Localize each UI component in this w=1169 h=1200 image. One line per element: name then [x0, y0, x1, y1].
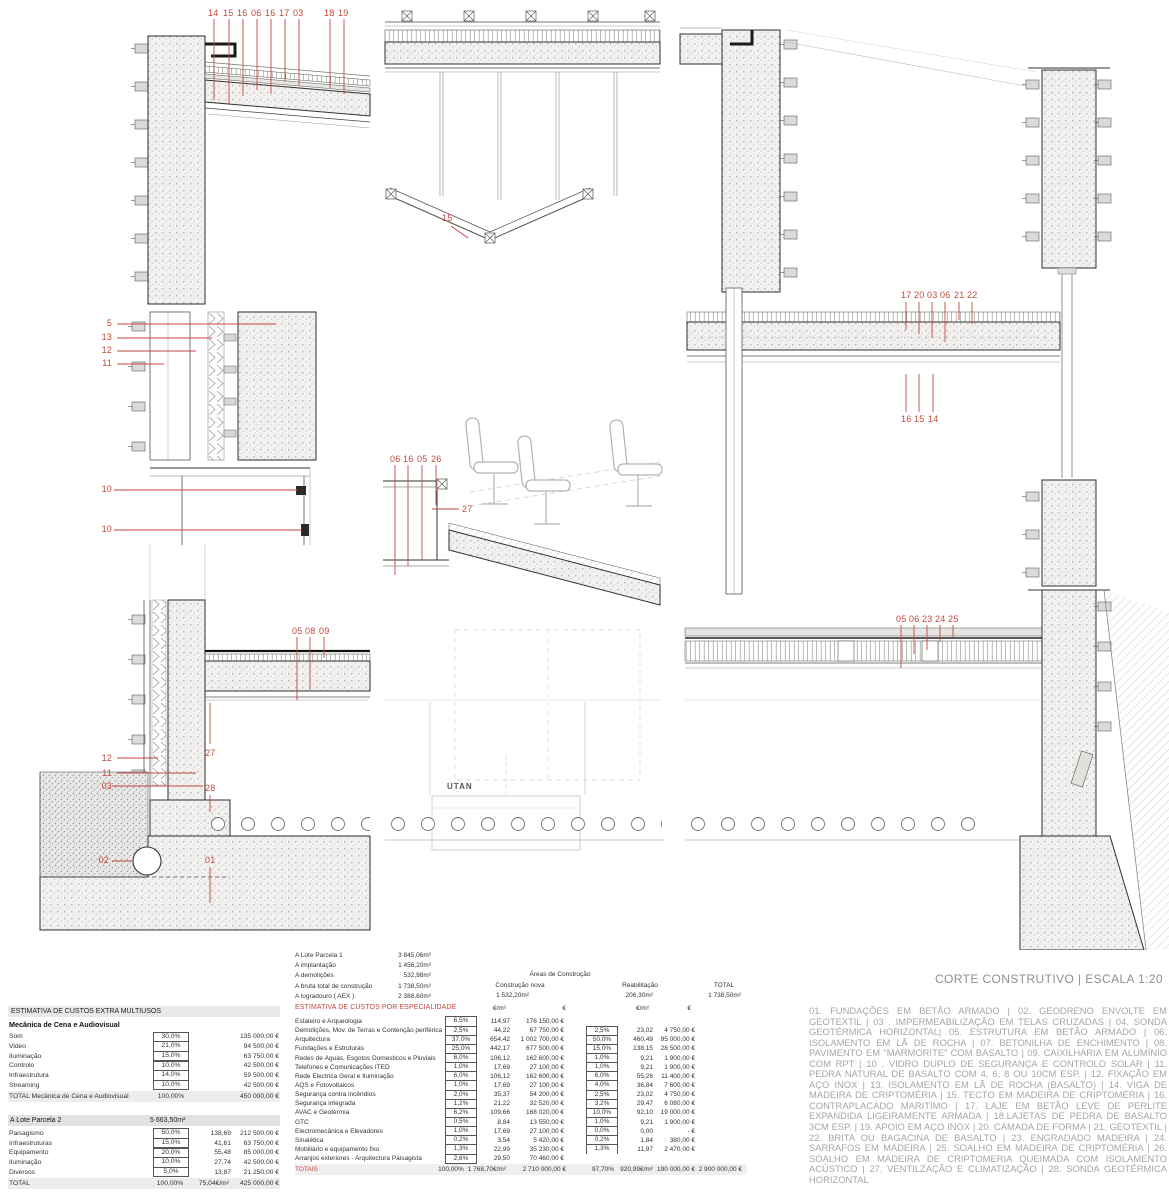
table-row: Diversos 5,0% 13,87 21 250,00 € — [9, 1168, 279, 1176]
auditorium-chairs — [465, 417, 662, 524]
detail-terrace-slab — [687, 288, 1060, 594]
callout-floor-06: 06 — [909, 614, 920, 624]
areas-header-block — [295, 950, 747, 1003]
unit-eur-2: € — [687, 1005, 691, 1012]
table-row: Iluminação 10,0% 27,74 42 500,00 € — [9, 1158, 279, 1167]
table-row: Streaming 10,0% 42 500,00 € — [9, 1081, 279, 1089]
unit-eur-1: € — [562, 1005, 566, 1012]
callout-soffit-15: 15 — [914, 414, 925, 424]
specialty-title-row — [295, 1004, 747, 1015]
table-row: Demolições, Mov. de Terras e Contenção periférica 2,5% 44,22 67 750,00 € 2,5% 23,02 4 750,00 € — [295, 1026, 695, 1035]
area-row: A Lote Parcela 1 3 845,06m² — [295, 951, 431, 959]
callout-base-03: 03 — [101, 781, 112, 791]
table-row: Infraestrutura 14,0% 59 500,00 € — [9, 1071, 279, 1080]
area-row: A bruta total de construção 1 738,50m² — [295, 982, 431, 990]
table-row: Mobiliário e equipamento fixo 1,3% 22,99 35 230,00 € 1,3% 11,97 2 470,00 € — [295, 1145, 695, 1154]
table-row: Segurança integrada 1,2% 21,22 32 520,00 € 3,2% 29,47 6 080,00 € — [295, 1099, 695, 1108]
mecanica-rows — [8, 1032, 280, 1090]
specialty-costs-table — [295, 950, 747, 1175]
col-total: TOTAL — [713, 981, 735, 989]
col-construcao-nova: Construção nova — [495, 981, 545, 989]
callout-soffit-16: 16 — [901, 414, 912, 424]
callout-03: 03 — [293, 8, 304, 18]
callout-12: 12 — [101, 345, 112, 355]
callout-truss-15: 15 — [442, 213, 453, 223]
callout-16: 16 — [237, 8, 248, 18]
callout-10b: 10 — [101, 524, 112, 534]
callout-base-11: 11 — [102, 768, 112, 778]
table-row: Electromecânica e Elevadores 1,0% 17,69 27 100,00 € 0,0% 0,00 - € — [295, 1127, 695, 1135]
totals-row: TOTAIS 100,00% 1 768,70€/m² 2 710 000,00 € 97,70% 920,99€/m² 190 000,00 € 2 900 000,00 € — [295, 1164, 747, 1175]
mecanica-total-row: TOTAL Mecânica de Cena e Audiovisual 100,00% 450 000,00 € — [9, 1092, 279, 1100]
area-row: A implantação 1 456,20m² — [295, 962, 431, 970]
callout-geodreno-02: 02 — [98, 855, 109, 865]
areas-construcao-header: Áreas de Construção — [529, 971, 591, 978]
specialty-rows — [295, 1017, 747, 1163]
area-total-value: 1 738,50m² — [708, 992, 741, 999]
callout-stage-27: 27 — [462, 504, 473, 514]
detail-roof-truss — [385, 11, 660, 243]
callout-19: 19 — [338, 8, 349, 18]
table-row: Equipamento 20,0% 55,48 85 000,00 € — [9, 1148, 279, 1157]
callout-terrace-20: 20 — [914, 290, 925, 300]
callout-18: 18 — [324, 8, 335, 18]
table-row: Sinalética 0,2% 3,54 5 420,00 € 0,2% 1,84 380,00 € — [295, 1136, 695, 1144]
callout-15: 15 — [223, 8, 234, 18]
area-reab-value: 206,30m² — [625, 992, 653, 999]
callout-16b: 16 — [265, 8, 276, 18]
table-row: Iluminação 15,0% 63 750,00 € — [9, 1052, 279, 1060]
table-row: Fundações e Estruturas 25,0% 442,17 677 500,00 € 15,0% 138,15 28 500,00 € — [295, 1044, 695, 1053]
callout-slab-09: 09 — [319, 626, 330, 636]
callout-stage-16: 16 — [403, 454, 414, 464]
table-row: AVAC e Geotermia 6,2% 109,66 168 020,00 € 10,0% 92,10 19 000,00 € — [295, 1108, 695, 1117]
table-row: AQS e Fotovoltaicos 1,0% 17,69 27 100,00 € 4,0% 36,84 7 600,00 € — [295, 1081, 695, 1090]
table-row: Arranjos exteriores - Arquitectura Paisagista 2,6% 29,50 70 460,00 € — [295, 1154, 747, 1163]
utan-label: UTAN — [447, 782, 473, 791]
area-nova-value: 1 532,20m² — [496, 992, 529, 999]
callout-slab-08: 08 — [305, 626, 316, 636]
table-row: GTC 0,5% 8,84 13 550,00 € 1,0% 9,21 1 900,00 € — [295, 1118, 695, 1126]
callout-sonda-28: 28 — [205, 783, 216, 793]
table-row: Infraestruturas 15,0% 41,61 63 750,00 € — [9, 1138, 279, 1147]
table-row: Estaleiro e Arqueologia 6,5% 114,97 176 150,00 € — [295, 1017, 747, 1026]
callout-floor-25: 25 — [948, 614, 959, 624]
detail-foundation-left — [40, 600, 370, 930]
callout-stage-26: 26 — [431, 454, 442, 464]
callout-footing-01: 01 — [205, 855, 216, 865]
table-row: Rede Electrica Geral e Iluminação 6,0% 106,12 162 600,00 € 6,0% 55,26 11 400,00 € — [295, 1072, 695, 1080]
detail-auditorium — [383, 417, 662, 780]
parcela2-header: A Lote Parcela 2 5 663,50m² — [8, 1115, 280, 1126]
callout-13: 13 — [101, 332, 112, 342]
callout-base-12: 12 — [101, 753, 112, 763]
callout-leader-lines — [112, 19, 972, 903]
callout-terrace-03: 03 — [927, 290, 938, 300]
callout-soffit-14: 14 — [928, 414, 939, 424]
specialty-title: ESTIMATIVA DE CUSTOS POR ESPECIALIDADE — [295, 1004, 457, 1011]
callout-stage-05: 05 — [417, 454, 428, 464]
callout-vent-27: 27 — [205, 748, 216, 758]
callout-stage-06: 06 — [390, 454, 401, 464]
callout-terrace-22: 22 — [967, 290, 978, 300]
detail-parapet-right — [680, 28, 1036, 292]
callout-slab-05: 05 — [292, 626, 303, 636]
drawing-title: CORTE CONSTRUTIVO | ESCALA 1:20 — [934, 972, 1163, 986]
table-row: Som 30,0% 135 000,00 € — [9, 1032, 279, 1041]
callout-17: 17 — [279, 8, 290, 18]
area-row: A logradouro ( AEX ) 2 388,60m² — [295, 993, 431, 1001]
callout-14: 14 — [208, 8, 219, 18]
parcela2-rows — [8, 1129, 280, 1177]
callout-floor-24: 24 — [935, 614, 946, 624]
area-row: A demolições 532,98m² — [295, 972, 431, 980]
col-reabilitacao: Reabilitação — [622, 981, 658, 989]
table-row: Redes de Águas, Esgotos Domesticos e Pluviais 6,0% 106,12 162 600,00 € 1,0% 9,21 1 900,00 € — [295, 1054, 695, 1062]
callout-10a: 10 — [101, 484, 112, 494]
detail-parapet-left — [131, 36, 370, 304]
legend-text: 01. FUNDAÇÕES EM BETÃO ARMADO | 02. GEODRENO ENVOLTE EM GEOTEXTIL | 03 . IMPERMEABILIZAÇÃO EM TELAS CRUZADAS | 04. SONDA GEOTÉRMICA HORIZONTAL| 05. ESTRUTURA EM BETÃO ARMADO | 06. ISOLAMENTO EM LÃ DE ROCHA | 07. BETONILHA DE ENCHIMENTO | 08. PAVIMENTO EM "MARMORITE" COM BASALTO | 09. CAIXILHARIA EM ALUMÍNIO COM RPT | 10 . VIDRO DUPLO DE SEGURANÇA E CONTROLO SOLAR | 11. PEDRA NATURAL DE BASALTO COM 4, 6, 8 OU 10CM ESP. | 12. FIXAÇÃO EM AÇO INOX | 13. ISOLAMENTO EM LÃ DE ROCHA (BASALTO) | 14. VIGA DE MADEIRA DE CRIPTOMÉRIA | 15. TECTO EM MADEIRA DE CRIPTOMÉRIA | 16. CONTRAPLACADO MARITÍMO | 17. LAJE EM BETÃO LEVE DE PERLITE EXPANDIDA LIGEIRAMENTE ARMADA | 18.LAJETAS DE PEDRA DE BASALTO 3CM ESP. | 19. APOIO EM AÇO INOX | 20. CAMADA DE FORMA | 21. GEOTEXTIL | 22. BRITA OU BAGACINA DE BASALTO | 23. ENGRADADO MADEIRA | 24. SARRAFOS EM MADEIRA | 25. SOALHO EM MADEIRA DE CRIPTOMÉRIA | 26. SOALHO EM MADEIRA DE CRIPTOMERIA QUEIMADA COM ISOLAMENTO ACÚSTICO | 27. VENTILZAÇÃO E CLIMATIZAÇÃO | 28. SONDA GEOTÉRMICA HORIZONTAL — [809, 1005, 1167, 1185]
table-row: Segurança contra incêndios 2,0% 35,37 54 200,00 € 2,5% 23,02 4 750,00 € — [295, 1090, 695, 1099]
detail-facade-left — [128, 312, 316, 600]
table-row: Arquitectura 37,0% 654,42 1 002 700,00 € 50,0% 460,49 95 000,00 € — [295, 1035, 695, 1044]
detail-utan-plenum — [385, 700, 665, 850]
callout-terrace-21: 21 — [954, 290, 965, 300]
callout-floor-05: 05 — [896, 614, 907, 624]
mecanica-subtitle: Mecânica de Cena e Audiovisual — [9, 1020, 120, 1029]
callout-terrace-17: 17 — [901, 290, 912, 300]
extra-costs-title: ESTIMATIVA DE CUSTOS EXTRA MULTIUSOS — [8, 1006, 280, 1017]
callout-5: 5 — [106, 318, 112, 328]
callout-06: 06 — [251, 8, 262, 18]
callout-terrace-06: 06 — [940, 290, 951, 300]
unit-eur-m2-2: €/m² — [636, 1005, 649, 1012]
callout-11: 11 — [102, 358, 112, 368]
table-row: Video 21,0% 94 500,00 € — [9, 1042, 279, 1051]
extra-costs-table — [8, 1006, 280, 1189]
parcela2-total-row: TOTAL 100,00% 75,04€/m² 425 000,00 € — [9, 1179, 279, 1187]
table-row: Telefones e Comunicações ITED 1,0% 17,69 27 100,00 € 1,0% 9,21 1 900,00 € — [295, 1063, 695, 1071]
table-row: Paisagismo 50,0% 138,69 212 500,00 € — [9, 1129, 279, 1137]
unit-eur-m2-1: €/m² — [493, 1005, 506, 1012]
table-row: Controlo 10,0% 42 500,00 € — [9, 1061, 279, 1070]
callout-floor-23: 23 — [922, 614, 933, 624]
